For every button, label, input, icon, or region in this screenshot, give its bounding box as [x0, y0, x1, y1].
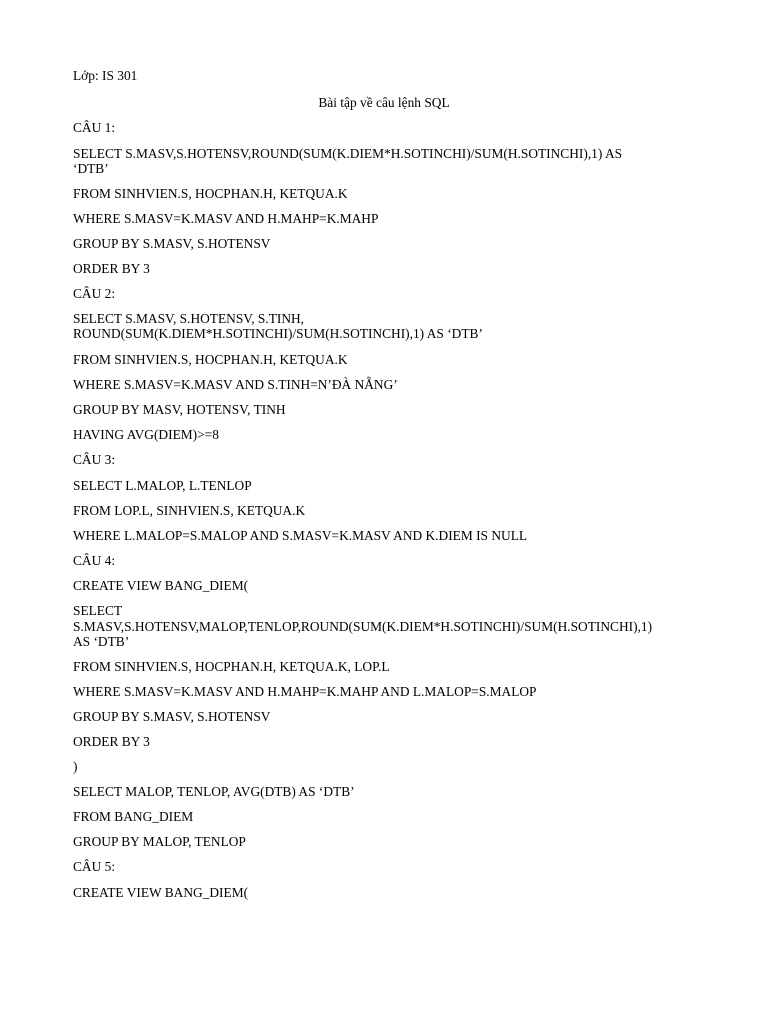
q4-select-line-2: S.MASV,S.HOTENSV,MALOP,TENLOP,ROUND(SUM(K.DIEM*H.SOTINCHI)/SUM(H.SOTINCHI),1) [73, 619, 653, 634]
q2-having-line: HAVING AVG(DIEM)>=8 [73, 427, 219, 442]
q2-group-by-line: GROUP BY MASV, HOTENSV, TINH [73, 402, 286, 417]
q2-select-line-2: ROUND(SUM(K.DIEM*H.SOTINCHI)/SUM(H.SOTINCHI),1) AS ‘DTB’ [73, 326, 483, 341]
q2-from-line: FROM SINHVIEN.S, HOCPHAN.H, KETQUA.K [73, 352, 348, 367]
q4-create-line: CREATE VIEW BANG_DIEM( [73, 578, 249, 593]
q4-close-paren: ) [73, 759, 78, 774]
q3-select-line: SELECT L.MALOP, L.TENLOP [73, 478, 252, 493]
q4-order-by-line: ORDER BY 3 [73, 734, 150, 749]
q1-select-line-2: ‘DTB’ [73, 161, 109, 176]
q4-select2-line: SELECT MALOP, TENLOP, AVG(DTB) AS ‘DTB’ [73, 784, 355, 799]
q1-where-line: WHERE S.MASV=K.MASV AND H.MAHP=K.MAHP [73, 211, 379, 226]
class-line: Lớp: IS 301 [73, 68, 138, 83]
q1-select-line-1: SELECT S.MASV,S.HOTENSV,ROUND(SUM(K.DIEM*H.SOTINCHI)/SUM(H.SOTINCHI),1) AS [73, 146, 623, 161]
q4-from2-line: FROM BANG_DIEM [73, 809, 194, 824]
q4-group-by-line: GROUP BY S.MASV, S.HOTENSV [73, 709, 271, 724]
q5-heading: CÂU 5: [73, 859, 116, 874]
document-title: Bài tập về câu lệnh SQL [318, 95, 450, 110]
q2-select-line-1: SELECT S.MASV, S.HOTENSV, S.TINH, [73, 311, 305, 326]
q5-create-line: CREATE VIEW BANG_DIEM( [73, 885, 249, 900]
q2-heading: CÂU 2: [73, 286, 116, 301]
q4-select-line-1: SELECT [73, 603, 123, 618]
q4-from-line: FROM SINHVIEN.S, HOCPHAN.H, KETQUA.K, LOP.L [73, 659, 390, 674]
q4-select-line-3: AS ‘DTB’ [73, 634, 130, 649]
q1-group-by-line: GROUP BY S.MASV, S.HOTENSV [73, 236, 271, 251]
q1-from-line: FROM SINHVIEN.S, HOCPHAN.H, KETQUA.K [73, 186, 348, 201]
q4-group-by2-line: GROUP BY MALOP, TENLOP [73, 834, 246, 849]
q1-order-by-line: ORDER BY 3 [73, 261, 150, 276]
q4-where-line: WHERE S.MASV=K.MASV AND H.MAHP=K.MAHP AND L.MALOP=S.MALOP [73, 684, 537, 699]
q3-heading: CÂU 3: [73, 452, 116, 467]
q3-where-line: WHERE L.MALOP=S.MALOP AND S.MASV=K.MASV AND K.DIEM IS NULL [73, 528, 528, 543]
q3-from-line: FROM LOP.L, SINHVIEN.S, KETQUA.K [73, 503, 306, 518]
q1-heading: CÂU 1: [73, 120, 116, 135]
q4-heading: CÂU 4: [73, 553, 116, 568]
q2-where-line: WHERE S.MASV=K.MASV AND S.TINH=N’ĐÀ NẴNG’ [73, 377, 398, 392]
